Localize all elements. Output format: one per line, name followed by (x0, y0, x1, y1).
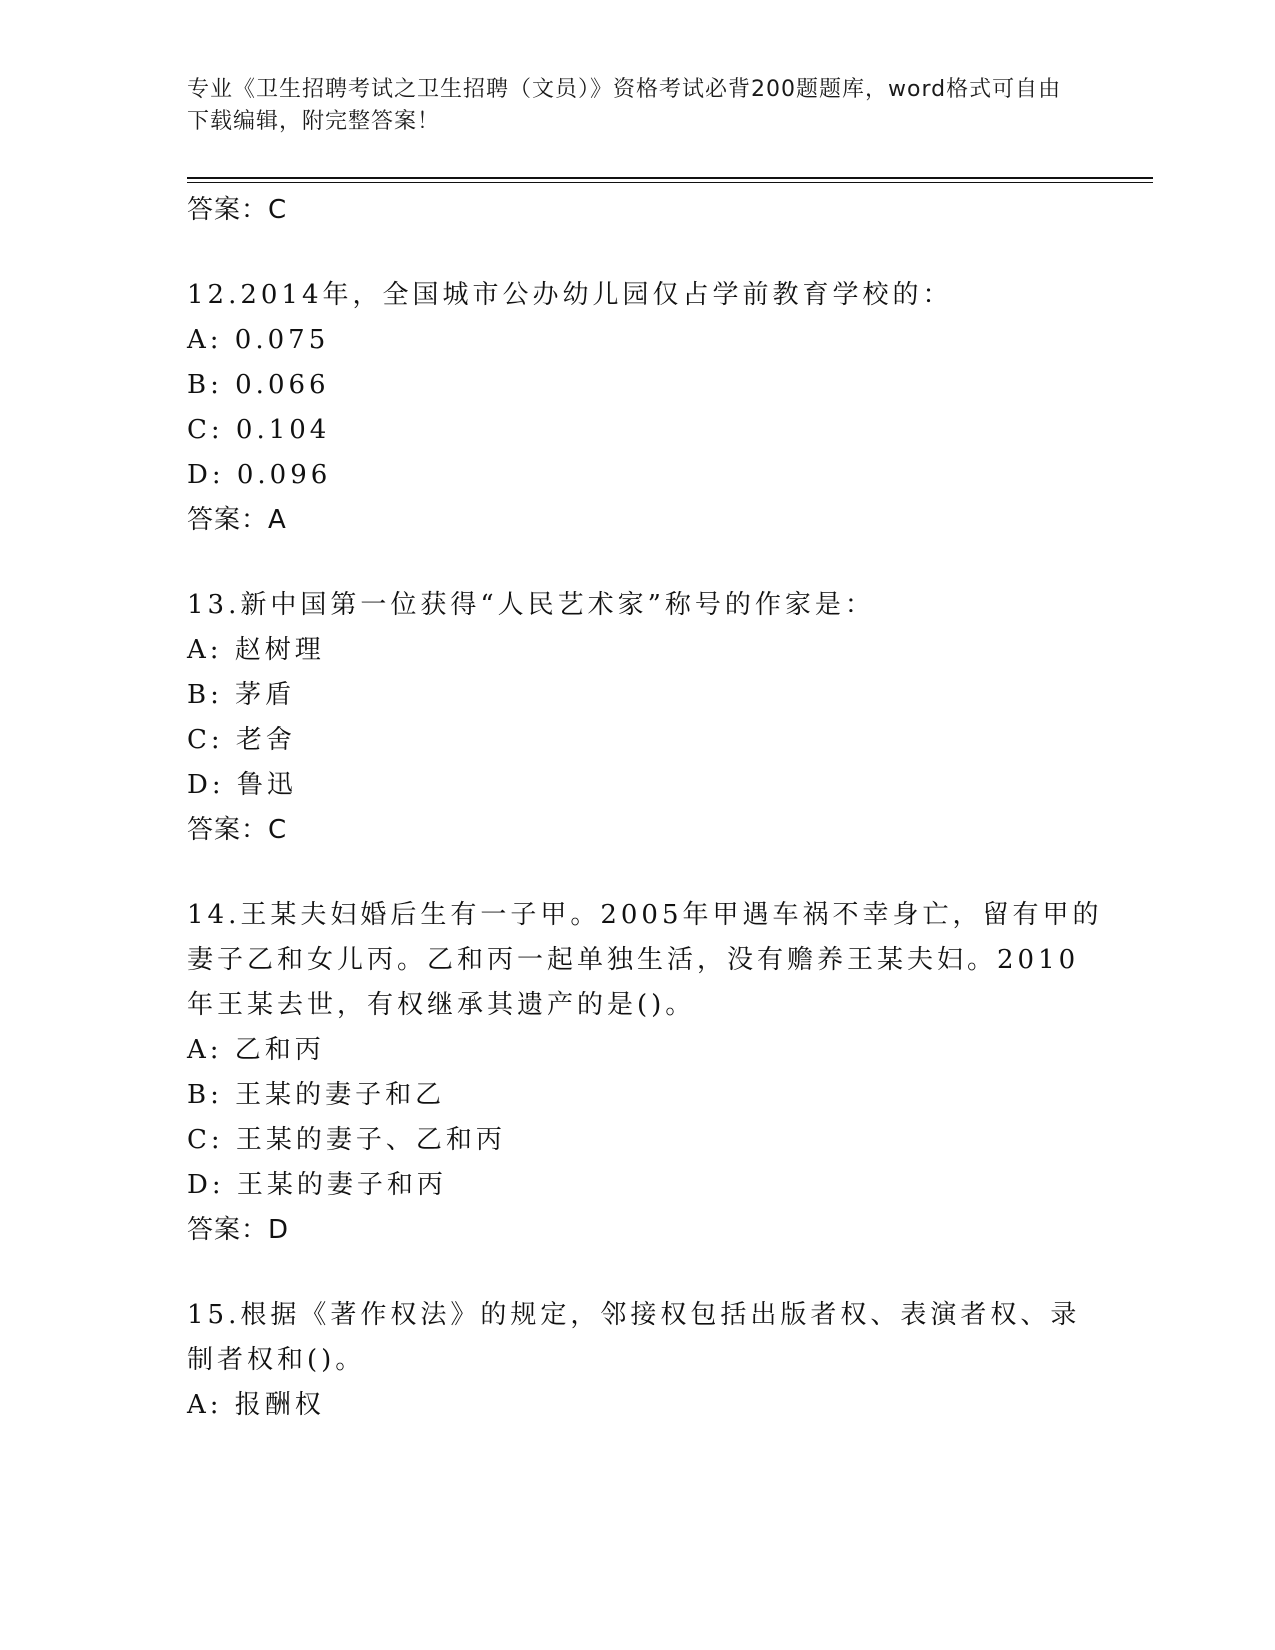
option-b: B: 王某的妻子和乙 (187, 1080, 446, 1110)
option-b: B: 0.066 (187, 370, 330, 400)
option-a: A: 赵树理 (187, 635, 325, 665)
question-stem: 15.根据《著作权法》的规定，邻接权包括出版者权、表演者权、录制者权和()。 (187, 1300, 1081, 1375)
answer-line: 答案：C (187, 195, 288, 225)
answer-line: 答案：D (187, 1215, 290, 1245)
option-c: C: 老舍 (187, 725, 296, 755)
option-c: C: 0.104 (187, 415, 331, 445)
question-item (187, 1293, 1107, 1428)
option-a: A: 报酬权 (187, 1390, 325, 1420)
question-stem: 13.新中国第一位获得“人民艺术家”称号的作家是： (187, 590, 875, 620)
option-a: A: 乙和丙 (187, 1035, 325, 1065)
question-stem: 14.王某夫妇婚后生有一子甲。2005年甲遇车祸不幸身亡，留有甲的妻子乙和女儿丙。乙和丙一起单独生活，没有赡养王某夫妇。2010年王某去世，有权继承其遗产的是()。 (187, 900, 1103, 1020)
question-item (187, 583, 1107, 853)
answer-line: 答案：C (187, 815, 288, 845)
question-list (187, 188, 1107, 1428)
option-d: D: 王某的妻子和丙 (187, 1170, 447, 1200)
option-d: D: 鲁迅 (187, 770, 297, 800)
answer-line: 答案：A (187, 505, 287, 535)
document-header: 专业《卫生招聘考试之卫生招聘（文员）》资格考试必背200题题库，word格式可自由下载编辑，附完整答案！ (187, 77, 1062, 134)
question-stem: 12.2014年，全国城市公办幼儿园仅占学前教育学校的： (187, 280, 953, 310)
header-divider-thin (187, 182, 1153, 183)
question-item (187, 273, 1107, 543)
question-item (187, 893, 1107, 1253)
option-a: A: 0.075 (187, 325, 330, 355)
option-c: C: 王某的妻子、乙和丙 (187, 1125, 506, 1155)
option-d: D: 0.096 (187, 460, 332, 490)
option-b: B: 茅盾 (187, 680, 296, 710)
header-divider-thick (187, 177, 1153, 179)
